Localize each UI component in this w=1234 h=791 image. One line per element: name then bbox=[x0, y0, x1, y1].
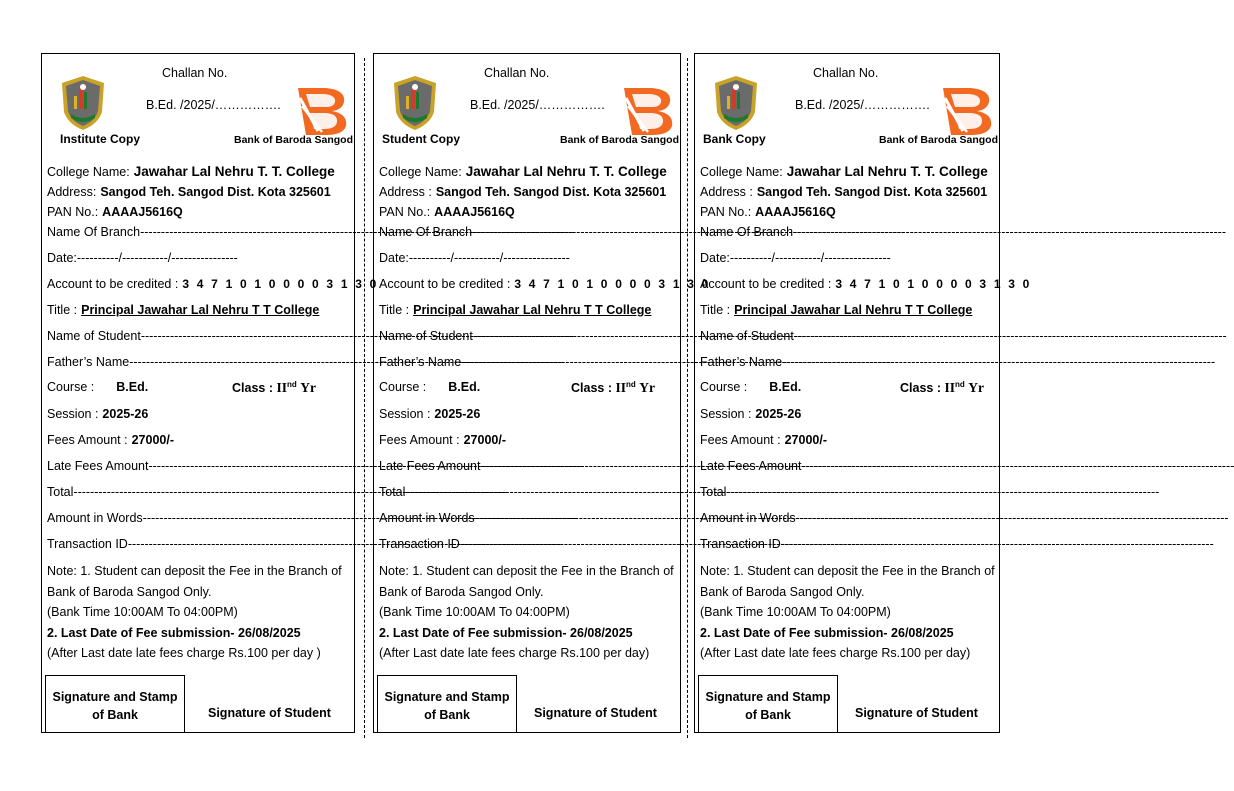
note-line-1: Note: 1. Student can deposit the Fee in the Branch of Bank of Baroda Sangod Only. bbox=[379, 564, 674, 599]
fees-row: Fees Amount : 27000/- bbox=[379, 433, 507, 447]
course-row: Course : B.Ed. Class : IInd Yr bbox=[379, 380, 656, 396]
class-value: Class : IInd Yr bbox=[571, 380, 656, 396]
date-field[interactable]: Date:----------/-----------/---------------- bbox=[379, 251, 570, 265]
bank-signature-box: Signature and Stamp of Bank bbox=[377, 675, 517, 733]
late-fees-field[interactable]: Late Fees Amount ----- bbox=[700, 459, 995, 473]
amount-words-field[interactable]: Amount in Words ----- bbox=[700, 511, 995, 525]
pan-row: PAN No.: AAAAJ5616Q bbox=[47, 205, 183, 219]
course: B.Ed. bbox=[769, 380, 802, 394]
account-title: Principal Jawahar Lal Nehru T T College bbox=[81, 303, 320, 317]
course: B.Ed. bbox=[448, 380, 481, 394]
account-row: Account to be credited : 3 4 7 1 0 1 0 0 0 0 3 1 3 0 bbox=[700, 277, 1032, 291]
father-name-field[interactable]: Father’s Name ----- bbox=[379, 355, 676, 369]
student-signature-label: Signature of Student bbox=[855, 706, 978, 720]
father-name-field[interactable]: Father’s Name ----- bbox=[700, 355, 995, 369]
pan-number: AAAAJ5616Q bbox=[434, 205, 515, 219]
course: B.Ed. bbox=[116, 380, 149, 394]
date-field[interactable]: Date:----------/-----------/---------------- bbox=[700, 251, 891, 265]
note-line-2: (Bank Time 10:00AM To 04:00PM) bbox=[47, 605, 238, 619]
amount-words-field[interactable]: Amount in Words ----- bbox=[47, 511, 350, 525]
bank-signature-box: Signature and Stamp of Bank bbox=[698, 675, 838, 733]
pan-number: AAAAJ5616Q bbox=[755, 205, 836, 219]
challan-reference: B.Ed. /2025/……………. bbox=[795, 98, 930, 112]
title-row: Title : Principal Jawahar Lal Nehru T T College bbox=[47, 303, 320, 317]
challan-no-label: Challan No. bbox=[813, 66, 879, 80]
branch-field[interactable]: Name Of Branch ----- bbox=[700, 225, 995, 239]
pan-number: AAAAJ5616Q bbox=[102, 205, 183, 219]
challan-reference: B.Ed. /2025/……………. bbox=[146, 98, 281, 112]
notes bbox=[700, 561, 997, 664]
course-row: Course : B.Ed. Class : IInd Yr bbox=[47, 380, 317, 396]
notes bbox=[379, 561, 678, 664]
branch-field[interactable]: Name Of Branch ----- bbox=[379, 225, 676, 239]
session-row: Session : 2025-26 bbox=[379, 407, 481, 421]
account-title: Principal Jawahar Lal Nehru T T College bbox=[413, 303, 652, 317]
transaction-id-field[interactable]: Transaction ID ----- bbox=[700, 537, 995, 551]
note-line-3: 2. Last Date of Fee submission- 26/08/2025 bbox=[379, 625, 633, 640]
bank-of-baroda-logo-icon bbox=[296, 86, 350, 136]
address: Sangod Teh. Sangod Dist. Kota 325601 bbox=[435, 185, 667, 199]
father-name-field[interactable]: Father’s Name ----- bbox=[47, 355, 350, 369]
address-row: Address: Sangod Teh. Sangod Dist. Kota 325601 bbox=[47, 185, 331, 199]
college-name-row: College Name: Jawahar Lal Nehru T. T. College bbox=[379, 164, 667, 179]
note-line-3: 2. Last Date of Fee submission- 26/08/2025 bbox=[700, 625, 954, 640]
cut-line bbox=[364, 58, 365, 738]
late-fees-field[interactable]: Late Fees Amount ----- bbox=[379, 459, 676, 473]
challan-no-label: Challan No. bbox=[162, 66, 228, 80]
total-field[interactable]: Total ----- bbox=[47, 485, 350, 499]
student-signature-label: Signature of Student bbox=[208, 706, 331, 720]
bank-name: Bank of Baroda Sangod bbox=[559, 134, 679, 146]
class-value: Class : IInd Yr bbox=[232, 380, 317, 396]
challan-reference: B.Ed. /2025/……………. bbox=[470, 98, 605, 112]
account-number: 3 4 7 1 0 1 0 0 0 0 3 1 3 0 bbox=[514, 277, 711, 291]
pan-row: PAN No.: AAAAJ5616Q bbox=[700, 205, 836, 219]
account-number: 3 4 7 1 0 1 0 0 0 0 3 1 3 0 bbox=[182, 277, 379, 291]
session: 2025-26 bbox=[755, 407, 802, 421]
college-name-row: College Name: Jawahar Lal Nehru T. T. College bbox=[700, 164, 988, 179]
total-field[interactable]: Total ----- bbox=[700, 485, 995, 499]
pan-row: PAN No.: AAAAJ5616Q bbox=[379, 205, 515, 219]
title-row: Title : Principal Jawahar Lal Nehru T T College bbox=[379, 303, 652, 317]
notes bbox=[47, 561, 352, 664]
session: 2025-26 bbox=[434, 407, 481, 421]
challan-slip-2 bbox=[694, 53, 1032, 733]
date-field[interactable]: Date:----------/-----------/---------------- bbox=[47, 251, 238, 265]
bank-name: Bank of Baroda Sangod bbox=[878, 134, 998, 146]
college-name: Jawahar Lal Nehru T. T. College bbox=[786, 164, 988, 179]
student-signature-label: Signature of Student bbox=[534, 706, 657, 720]
address: Sangod Teh. Sangod Dist. Kota 325601 bbox=[100, 185, 331, 199]
challan-no-label: Challan No. bbox=[484, 66, 550, 80]
session-row: Session : 2025-26 bbox=[47, 407, 149, 421]
copy-label: Bank Copy bbox=[703, 132, 766, 146]
student-name-field[interactable]: Name of Student ----- bbox=[47, 329, 350, 343]
session-row: Session : 2025-26 bbox=[700, 407, 802, 421]
note-line-4: (After Last date late fees charge Rs.100 per day ) bbox=[47, 646, 321, 660]
transaction-id-field[interactable]: Transaction ID ----- bbox=[47, 537, 350, 551]
college-crest-icon bbox=[390, 74, 440, 132]
copy-label: Institute Copy bbox=[60, 132, 140, 146]
student-name-field[interactable]: Name of Student ----- bbox=[700, 329, 995, 343]
late-fees-field[interactable]: Late Fees Amount ----- bbox=[47, 459, 350, 473]
fees-amount: 27000/- bbox=[131, 433, 175, 447]
fees-row: Fees Amount : 27000/- bbox=[47, 433, 175, 447]
fees-amount: 27000/- bbox=[784, 433, 828, 447]
note-line-2: (Bank Time 10:00AM To 04:00PM) bbox=[700, 605, 891, 619]
note-line-2: (Bank Time 10:00AM To 04:00PM) bbox=[379, 605, 570, 619]
class-value: Class : IInd Yr bbox=[900, 380, 985, 396]
fees-amount: 27000/- bbox=[463, 433, 507, 447]
note-line-3: 2. Last Date of Fee submission- 26/08/2025 bbox=[47, 625, 301, 640]
total-field[interactable]: Total ----- bbox=[379, 485, 676, 499]
note-line-4: (After Last date late fees charge Rs.100 per day) bbox=[379, 646, 650, 660]
note-line-1: Note: 1. Student can deposit the Fee in the Branch of Bank of Baroda Sangod Only. bbox=[47, 564, 342, 599]
fees-row: Fees Amount : 27000/- bbox=[700, 433, 828, 447]
address-row: Address : Sangod Teh. Sangod Dist. Kota 325601 bbox=[700, 185, 988, 199]
bank-signature-box: Signature and Stamp of Bank bbox=[45, 675, 185, 733]
account-row: Account to be credited : 3 4 7 1 0 1 0 0 0 0 3 1 3 0 bbox=[47, 277, 379, 291]
cut-line bbox=[687, 58, 688, 738]
amount-words-field[interactable]: Amount in Words ----- bbox=[379, 511, 676, 525]
college-name: Jawahar Lal Nehru T. T. College bbox=[133, 164, 335, 179]
bank-of-baroda-logo-icon bbox=[622, 86, 676, 136]
transaction-id-field[interactable]: Transaction ID ----- bbox=[379, 537, 676, 551]
college-crest-icon bbox=[58, 74, 108, 132]
note-line-1: Note: 1. Student can deposit the Fee in the Branch of Bank of Baroda Sangod Only. bbox=[700, 564, 995, 599]
title-row: Title : Principal Jawahar Lal Nehru T T College bbox=[700, 303, 973, 317]
challan-slip-1 bbox=[373, 53, 711, 733]
student-name-field[interactable]: Name of Student ----- bbox=[379, 329, 676, 343]
college-name: Jawahar Lal Nehru T. T. College bbox=[465, 164, 667, 179]
bank-of-baroda-logo-icon bbox=[941, 86, 995, 136]
copy-label: Student Copy bbox=[382, 132, 460, 146]
address-row: Address : Sangod Teh. Sangod Dist. Kota 325601 bbox=[379, 185, 667, 199]
college-crest-icon bbox=[711, 74, 761, 132]
note-line-4: (After Last date late fees charge Rs.100 per day) bbox=[700, 646, 971, 660]
challan-slip-0 bbox=[41, 53, 379, 733]
bank-name: Bank of Baroda Sangod bbox=[233, 134, 353, 146]
account-row: Account to be credited : 3 4 7 1 0 1 0 0 0 0 3 1 3 0 bbox=[379, 277, 711, 291]
address: Sangod Teh. Sangod Dist. Kota 325601 bbox=[756, 185, 988, 199]
account-number: 3 4 7 1 0 1 0 0 0 0 3 1 3 0 bbox=[835, 277, 1032, 291]
branch-field[interactable]: Name Of Branch ----- bbox=[47, 225, 350, 239]
course-row: Course : B.Ed. Class : IInd Yr bbox=[700, 380, 985, 396]
college-name-row: College Name: Jawahar Lal Nehru T. T. College bbox=[47, 164, 335, 179]
account-title: Principal Jawahar Lal Nehru T T College bbox=[734, 303, 973, 317]
session: 2025-26 bbox=[102, 407, 149, 421]
